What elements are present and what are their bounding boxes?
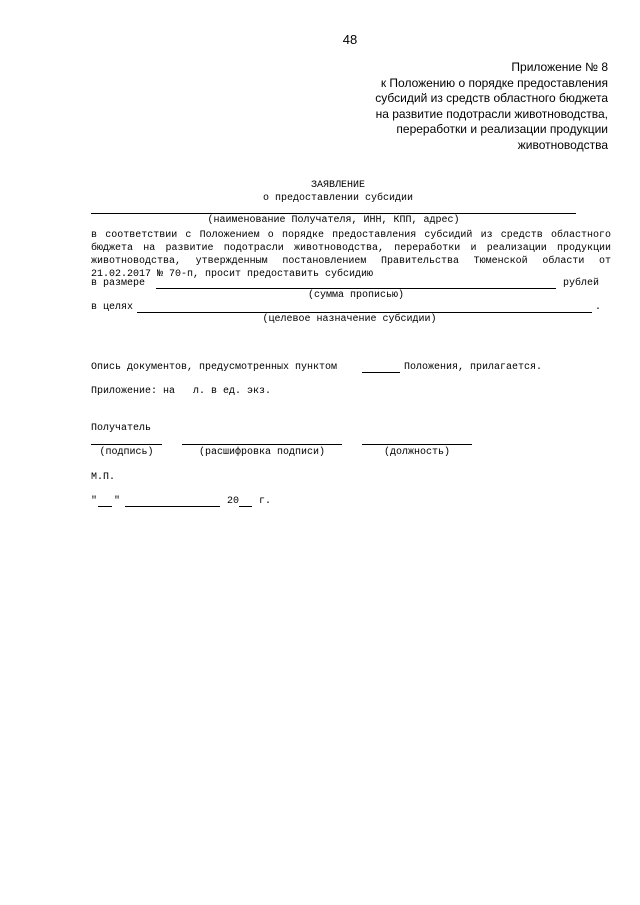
appendix-line: животноводства xyxy=(517,137,608,152)
recipient-caption: (наименование Получателя, ИНН, КПП, адрес) xyxy=(207,215,460,226)
amount-line[interactable] xyxy=(156,288,556,289)
signature-decode-line[interactable] xyxy=(182,444,342,445)
date-quote-close: " xyxy=(114,496,121,507)
form-title: ЗАЯВЛЕНИЕ xyxy=(310,180,365,191)
date-quote-open: " xyxy=(91,496,98,507)
appendix-line: субсидий из средств областного бюджета xyxy=(375,91,608,105)
signature-decode-caption: (расшифровка подписи) xyxy=(198,447,326,458)
appendix-line: к Положению о порядке предоставления xyxy=(380,75,608,90)
inventory-text-before: Опись документов, предусмотренных пунктом xyxy=(91,362,338,373)
form-body: в соответствии с Положением о порядке предоставления субсидий из средств областного бюджета на развитие подотрасли животноводства, переработки и реализации продукции животноводства, утвержденным постановлением Правительства Тюменской области от 21.02.2017 № 70-п, просит предоставить субсидию xyxy=(91,230,611,280)
purpose-suffix: . xyxy=(595,302,602,313)
purpose-caption: (целевое назначение субсидии) xyxy=(262,314,437,325)
purpose-line[interactable] xyxy=(137,312,592,313)
appendix-line: Приложение № 8 xyxy=(511,60,608,74)
appendix-line: на развитие подотрасли животноводства, xyxy=(375,106,608,121)
position-line[interactable] xyxy=(362,444,472,445)
position-caption: (должность) xyxy=(383,447,450,458)
recipient-line[interactable] xyxy=(91,213,576,214)
appendix-header xyxy=(268,60,608,153)
date-year-line[interactable] xyxy=(239,506,252,507)
amount-suffix: рублей xyxy=(563,278,600,289)
date-year-suffix: г. xyxy=(259,496,272,507)
date-day-line[interactable] xyxy=(98,506,112,507)
amount-prefix: в размере xyxy=(91,278,146,289)
inventory-point-line[interactable] xyxy=(362,372,400,373)
date-month-line[interactable] xyxy=(125,506,220,507)
signature-caption: (подпись) xyxy=(99,447,154,458)
stamp-label: М.П. xyxy=(91,472,116,483)
date-year-prefix: 20 xyxy=(227,496,240,507)
recipient-label: Получатель xyxy=(91,423,152,434)
form-subtitle: о предоставлении субсидии xyxy=(262,193,414,204)
page-number: 48 xyxy=(342,32,358,47)
amount-caption: (сумма прописью) xyxy=(307,290,404,301)
signature-line[interactable] xyxy=(91,444,162,445)
attachment-text: Приложение: на л. в ед. экз. xyxy=(91,386,272,397)
purpose-prefix: в целях xyxy=(91,302,134,313)
inventory-text-after: Положения, прилагается. xyxy=(404,362,543,373)
appendix-line: переработки и реализации продукции xyxy=(396,122,608,136)
